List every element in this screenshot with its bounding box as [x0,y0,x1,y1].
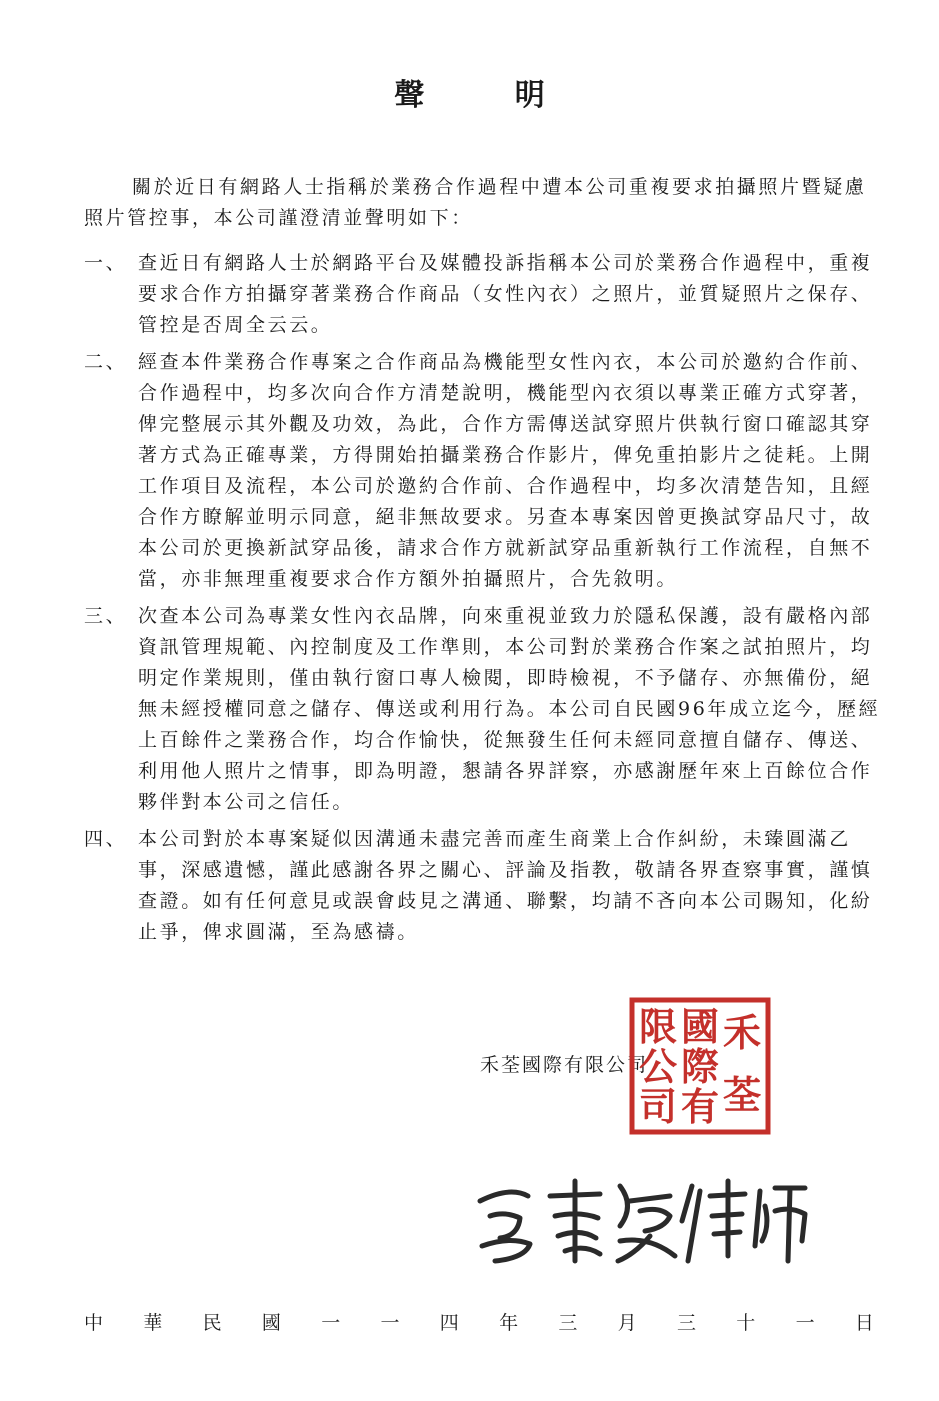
item-text: 本公司對於本專案疑似因溝通未盡完善而產生商業上合作糾紛，未臻圓滿乙事，深感遺憾，謹此感謝各界之關心、評論及指教，敬請各界查察事實，謹慎查證。如有任何意見或誤會歧見之溝通、聯繫，均請不吝向本公司賜知，化紛止爭，俾求圓滿，至為感禱。 [138,828,873,943]
date-char: 中 [84,1312,104,1334]
date-char: 四 [439,1312,459,1334]
statement-list [84,248,884,954]
date-char: 華 [143,1312,163,1334]
date-char: 一 [321,1312,341,1334]
seal-characters [639,1004,761,1129]
item-number: 二、 [84,351,128,373]
seal-char: 國 [680,1004,720,1049]
seal-char: 司 [638,1084,678,1129]
statement-item-2 [84,347,884,595]
date-char: 日 [854,1312,874,1334]
date-char: 三 [558,1312,578,1334]
date-char: 三 [676,1312,696,1334]
item-number: 四、 [84,828,128,850]
statement-item-1 [84,248,884,341]
intro-paragraph: 關於近日有網路人士指稱於業務合作過程中遭本公司重複要求拍攝照片暨疑慮照片管控事，本公司謹澄清並聲明如下： [84,176,867,229]
date-char: 一 [795,1312,815,1334]
seal-char: 荃 [722,1072,762,1117]
seal-char: 際 [680,1044,720,1089]
date-char: 月 [617,1312,637,1334]
document-title: 聲 明 [394,78,585,113]
item-text: 次查本公司為專業女性內衣品牌，向來重視並致力於隱私保護，設有嚴格內部資訊管理規範、內控制度及工作準則，本公司對於業務合作案之試拍照片，均明定作業規則，僅由執行窗口專人檢閱，即時檢視，不予儲存、亦無備份，絕無未經授權同意之儲存、傳送或利用行為。本公司自民國96年成立迄今，歷經上百餘件之業務合作，均合作愉快，從無發生任何未經同意擅自儲存、傳送、利用他人照片之情事，即為明證，懇請各界詳察，亦感謝歷年來上百餘位合作夥伴對本公司之信任。 [138,605,881,813]
signature-strokes [480,1181,805,1261]
date-char: 一 [380,1312,400,1334]
handwritten-signature [470,1166,810,1266]
seal-char: 公 [638,1044,678,1089]
statement-item-4 [84,824,884,948]
date-char: 民 [202,1312,222,1334]
date-char: 國 [261,1312,281,1334]
date-char: 年 [499,1312,519,1334]
item-text: 經查本件業務合作專案之合作商品為機能型女性內衣，本公司於邀約合作前、合作過程中，均多次向合作方清楚說明，機能型內衣須以專業正確方式穿著，俾完整展示其外觀及功效，為此，合作方需傳送試穿照片供執行窗口確認其穿著方式為正確專業，方得開始拍攝業務合作影片，俾免重拍影片之徒耗。上開工作項目及流程，本公司於邀約合作前、合作過程中，均多次清楚告知，且經合作方瞭解並明示同意，絕非無故要求。另查本專案因曾更換試穿品尺寸，故本公司於更換新試穿品後，請求合作方就新試穿品重新執行工作流程，自無不當，亦非無理重複要求合作方額外拍攝照片，合先敘明。 [138,351,873,590]
date-char: 十 [736,1312,756,1334]
document-date [84,1308,874,1335]
seal-char: 限 [638,1004,678,1049]
item-number: 一、 [84,252,128,274]
company-seal-stamp [628,996,772,1136]
statement-item-3 [84,601,884,818]
seal-char: 禾 [722,1010,762,1055]
item-number: 三、 [84,605,128,627]
company-name: 禾荃國際有限公司 [480,1054,649,1076]
seal-char: 有 [680,1084,720,1129]
item-text: 查近日有網路人士於網路平台及媒體投訴指稱本公司於業務合作過程中，重複要求合作方拍攝穿著業務合作商品（女性內衣）之照片，並質疑照片之保存、管控是否周全云云。 [138,252,873,336]
